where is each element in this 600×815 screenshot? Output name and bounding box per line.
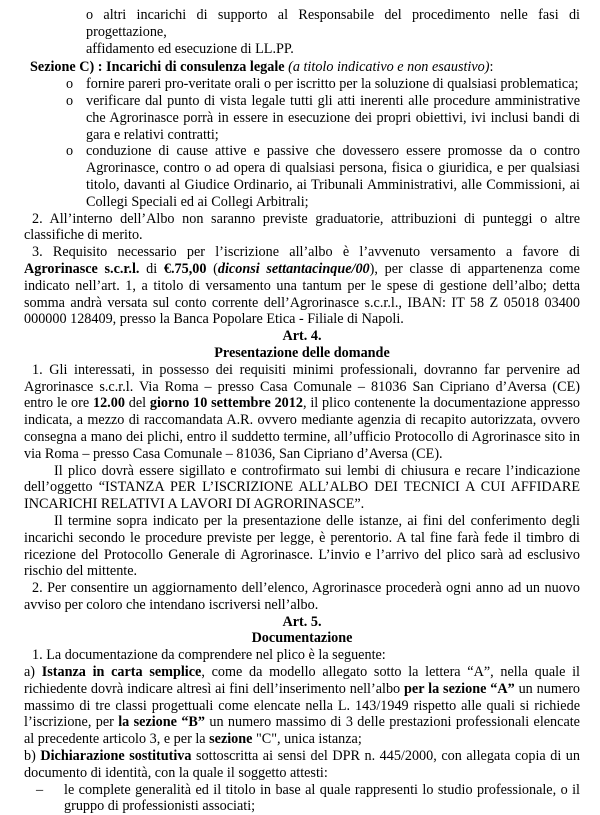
art-5-item-b: b) Dichiarazione sostitutiva sottoscritta ai sensi del DPR n. 445/2000, con allegata copia di un documento di identità, con la quale il soggetto attesti: xyxy=(24,748,580,781)
section-c-title: Sezione C) : Incarichi di consulenza legale xyxy=(30,59,285,76)
art-5-number: Art. 5. xyxy=(282,613,322,630)
bullet-marker: o xyxy=(66,92,74,109)
paragraph-3: 3. Requisito necessario per l’iscrizione all’albo è l’avvenuto versamento a favore di Agrorinasce s.c.r.l. di €.75,00 (diconsi settantacinque/00), per classe di appartenenza come indicato nell’art. 1, a titolo di versamento una tantum per le spese di gestione dell’albo; detta somma andrà versata sul conto corrente dell’Agrorinasce s.c.r.l., IBAN: IT 58 Z 05018 03400 000000 128409, presso la Banca Popolare Etica - Filiale di Napoli. xyxy=(24,244,580,328)
paragraph-top-line-1: o altri incarichi di supporto al Responsabile del procedimento nelle fasi di progettazione, xyxy=(86,7,580,40)
art-4-paragraph-3: Il termine sopra indicato per la presentazione delle istanze, ai fini del conferimento degli incarichi secondo le procedure previste per legge, è perentorio. A tal fine farà fede il timbro di ricezione del Protocollo Generale di Agrorinasce. L’invio e l’arrivo del plico sarà ad esclusivo rischio del mittente. xyxy=(24,512,580,580)
art-5-item-a: a) Istanza in carta semplice, come da modello allegato sotto la lettera “A”, nella quale il richiedente dovrà indicare altresì ai fini dell’inserimento nell’albo per la sezione “A” un numero massimo di tre classi progettuali come elencate nella L. 143/1949 rispetto alle quali si richiede l’iscrizione, per la sezione “B” un numero massimo di 3 delle prestazioni professionali elencate al precedente articolo 3, e per la sezione "C", unica istanza; xyxy=(24,664,580,748)
art-4-title: Presentazione delle domande xyxy=(214,344,390,361)
list-item: o fornire pareri pro-veritate orali o per iscritto per la soluzione di qualsiasi problematica; xyxy=(66,76,579,93)
list-item: – le complete generalità ed il titolo in base al quale rappresenti lo studio professionale, o il gruppo di professionisti associati; xyxy=(36,781,580,815)
art-5-paragraph-1: 1. La documentazione da comprendere nel plico è la seguente: xyxy=(32,647,386,664)
document-page xyxy=(24,7,580,815)
bullet-marker: o xyxy=(66,143,74,160)
paragraph-2: 2. All’interno dell’Albo non saranno previste graduatorie, attribuzioni di punteggi o altre classifiche di merito. xyxy=(24,210,580,244)
bullet-marker: o xyxy=(66,76,74,93)
dash-marker: – xyxy=(36,781,44,798)
art-5-title: Documentazione xyxy=(251,630,353,647)
art-4-paragraph-2: Il plico dovrà essere sigillato e controfirmato sui lembi di chiusura e recare l’indicazione dell’oggetto “ISTANZA PER L’ISCRIZIONE ALL’ALBO DEI TECNICI A CUI AFFIDARE INCARICHI RELATIVI A LAVORI DI AGRORINASCE”. xyxy=(24,462,580,513)
art-4-paragraph-4: 2. Per consentire un aggiornamento dell’elenco, Agrorinasce procederà ogni anno ad un nuovo avviso per coloro che intendano iscriversi nell’albo. xyxy=(24,580,580,613)
list-item: o verificare dal punto di vista legale tutti gli atti inerenti alle procedure amministrative che Agrorinasce porrà in essere in esecuzione dei propri obiettivi, ivi inclusi bandi di gara e relativi contratti; xyxy=(66,92,580,143)
art-4-paragraph-1: 1. Gli interessati, in possesso dei requisiti minimi professionali, dovranno far pervenire ad Agrorinasce s.c.r.l. Via Roma – presso Casa Comunale – 81036 San Cipriano d’Aversa (CE) entro le ore 12.00 del giorno 10 settembre 2012, il plico contenente la documentazione appresso indicata, a mezzo di raccomandata A.R. ovvero mediante agenzia di recapito autorizzata, ovvero consegna a mano dei plichi, entro il suddetto termine, all’ufficio Protocollo di Agrorinasce sito in via Roma – presso Casa Comunale – 81036, San Cipriano d’Aversa (CE). xyxy=(24,361,580,462)
art-4-number: Art. 4. xyxy=(282,328,322,345)
section-c-note: (a titolo indicativo e non esaustivo) xyxy=(288,59,490,76)
section-c-heading: Sezione C) : Incarichi di consulenza legale (a titolo indicativo e non esaustivo): xyxy=(30,59,494,76)
list-item: o conduzione di cause attive e passive che dovessero essere promosse da o contro Agrorinasce, contro o ad opera di qualsiasi persona, fisica o giuridica, e per qualsiasi titolo, davanti al Giudice Ordinario, ai Tribunali Amministrativi, alle Commissioni, ai Collegi Speciali ed ai Collegi Arbitrali; xyxy=(66,143,580,210)
paragraph-top-line-2: affidamento ed esecuzione di LL.PP. xyxy=(86,40,294,57)
